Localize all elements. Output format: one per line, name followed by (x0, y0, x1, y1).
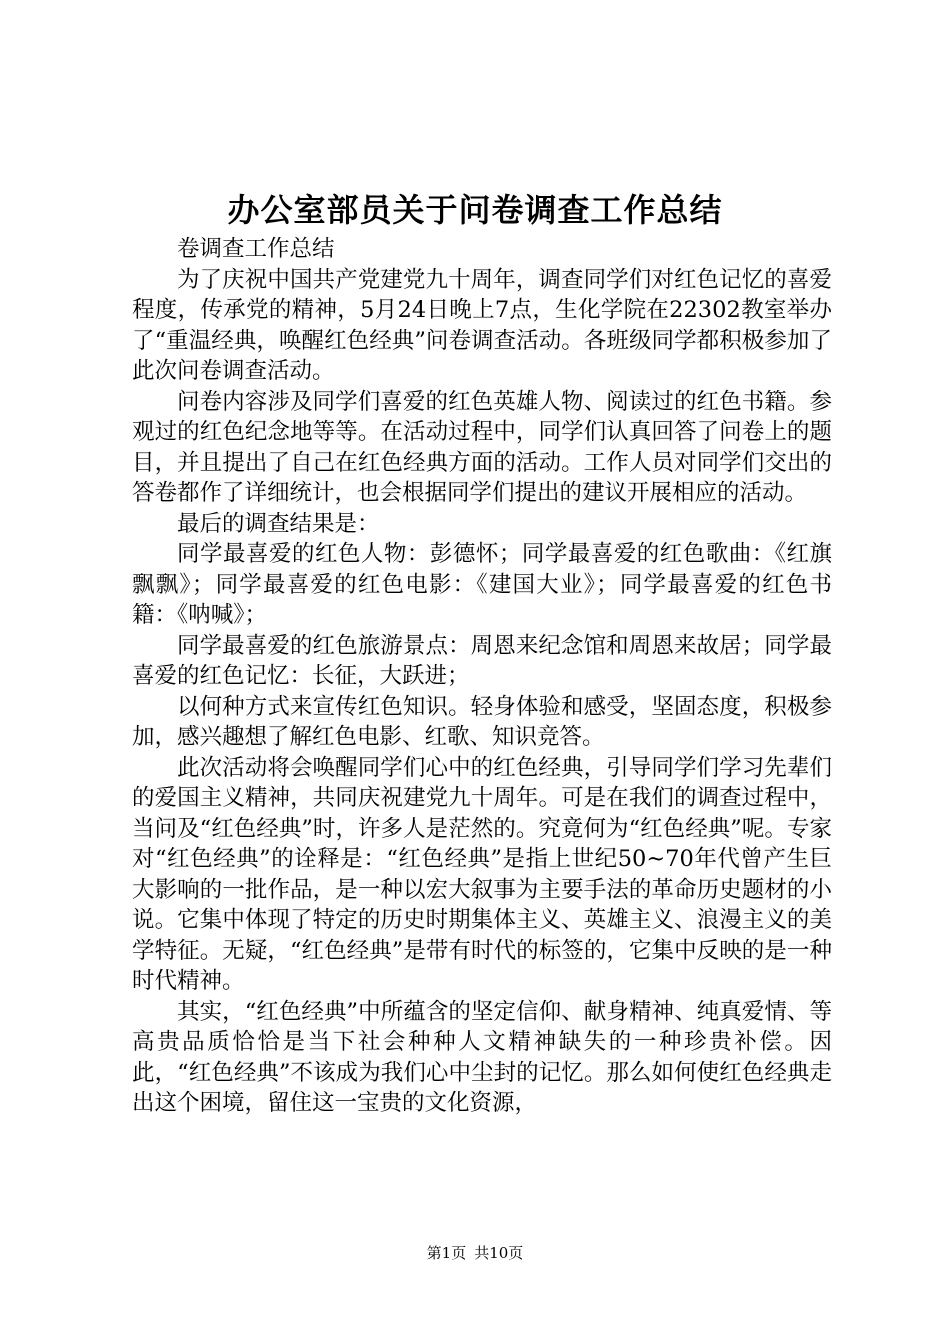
paragraph: 最后的调查结果是： (177, 510, 380, 537)
document-title: 办公室部员关于问卷调查工作总结 (227, 191, 723, 229)
document-body (132, 234, 832, 1119)
paragraph: 以何种方式来宣传红色知识。轻身体验和感受，坚固态度，积极参加，感兴趣想了解红色电影、红歌、知识竞答。 (132, 693, 832, 750)
paragraph: 卷调查工作总结 (177, 236, 335, 262)
page-total: 共10页 (474, 1244, 524, 1262)
paragraph: 问卷内容涉及同学们喜爱的红色英雄人物、阅读过的红色书籍。参观过的红色纪念地等等。在活动过程中，同学们认真回答了问卷上的题目，并且提出了自己在红色经典方面的活动。工作人员对同学们交出的答卷都作了详细统计，也会根据同学们提出的建议开展相应的活动。 (132, 388, 832, 506)
paragraph: 其实，“红色经典”中所蕴含的坚定信仰、献身精神、纯真爱情、等高贵品质恰恰是当下社会种种人文精神缺失的一种珍贵补偿。因此，“红色经典”不该成为我们心中尘封的记忆。那么如何使红色经典走出这个困境，留住这一宝贵的文化资源， (132, 998, 832, 1116)
paragraph: 为了庆祝中国共产党建党九十周年，调查同学们对红色记忆的喜爱程度，传承党的精神，5月24日晚上7点，生化学院在22302教室举办了“重温经典，唤醒红色经典”问卷调查活动。各班级同学都积极参加了此次问卷调查活动。 (132, 266, 832, 384)
page-number: 第1页 (426, 1244, 467, 1262)
page-footer (0, 1242, 950, 1264)
paragraph: 此次活动将会唤醒同学们心中的红色经典，引导同学们学习先辈们的爱国主义精神，共同庆祝建党九十周年。可是在我们的调查过程中，当问及“红色经典”时，许多人是茫然的。究竟何为“红色经典”呢。专家对“红色经典”的诠释是：“红色经典”是指上世纪50~70年代曾产生巨大影响的一批作品，是一种以宏大叙事为主要手法的革命历史题材的小说。它集中体现了特定的历史时期集体主义、英雄主义、浪漫主义的美学特征。无疑，“红色经典”是带有时代的标签的，它集中反映的是一种时代精神。 (132, 754, 832, 994)
paragraph: 同学最喜爱的红色人物：彭德怀；同学最喜爱的红色歌曲：《红旗飘飘》；同学最喜爱的红色电影：《建国大业》；同学最喜爱的红色书籍：《呐喊》； (132, 541, 832, 628)
paragraph: 同学最喜爱的红色旅游景点：周恩来纪念馆和周恩来故居；同学最喜爱的红色记忆：长征，大跃进； (132, 632, 832, 689)
